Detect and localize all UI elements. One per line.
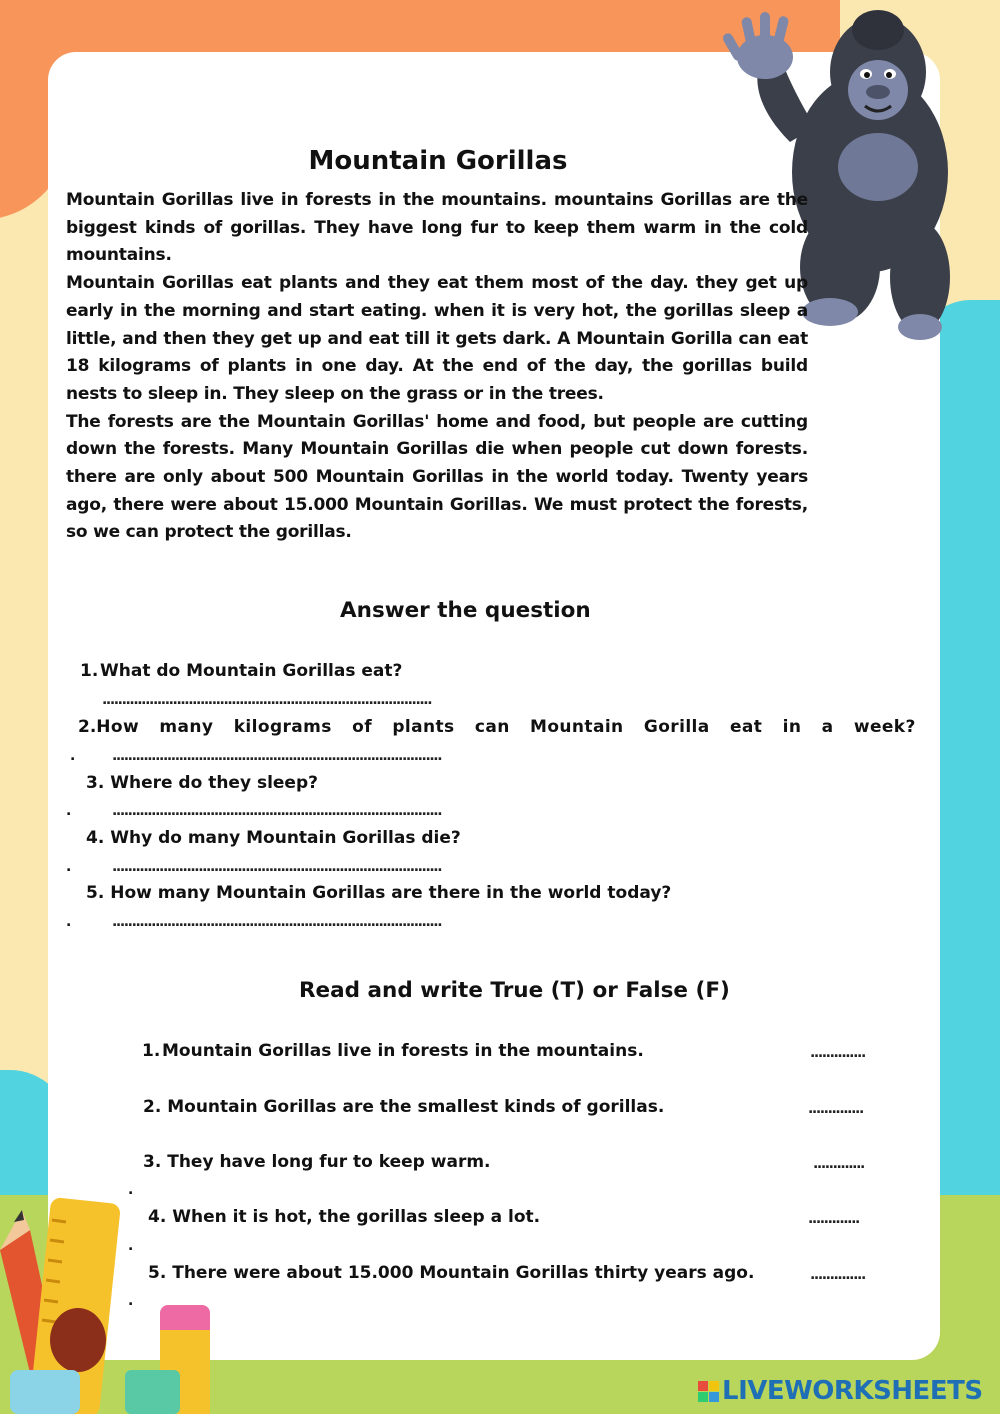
question-5: [86, 883, 671, 903]
statement-text: There were about 15.000 Mountain Gorillas thirty years ago.: [172, 1263, 755, 1283]
question-text: How many kilograms of plants can Mountain Gorilla eat in a week?: [96, 717, 916, 737]
statement-text: Mountain Gorillas live in forests in the mountains.: [162, 1041, 644, 1061]
question-number: 5.: [86, 883, 105, 903]
answer-line-5[interactable]: ....................................................................................: [112, 914, 442, 930]
item-number: 5.: [148, 1263, 167, 1283]
statement-text: They have long fur to keep warm.: [167, 1152, 491, 1172]
list-bullet: .: [66, 859, 72, 875]
question-number: 1.: [80, 661, 99, 681]
true-false-item-5: [148, 1263, 754, 1283]
question-number: 3.: [86, 773, 105, 793]
question-text: Where do they sleep?: [110, 773, 318, 793]
answer-line-3[interactable]: ....................................................................................: [112, 803, 442, 819]
question-number: 4.: [86, 828, 105, 848]
list-bullet: .: [66, 803, 72, 819]
brand-logo-icon: [698, 1381, 719, 1402]
question-text: How many Mountain Gorillas are there in the world today?: [110, 883, 672, 903]
item-number: 2.: [143, 1097, 162, 1117]
story-text: [66, 187, 808, 547]
item-number: 4.: [148, 1207, 167, 1227]
story-paragraph: Mountain Gorillas live in forests in the mountains. mountains Gorillas are the biggest kinds of gorillas. They have long fur to keep them warm in the cold mountains.: [66, 190, 808, 266]
true-false-item-3: [143, 1152, 491, 1172]
question-4: [86, 828, 461, 848]
true-false-item-1: [142, 1041, 644, 1061]
questions-heading: Answer the question: [340, 598, 591, 623]
item-number: 3.: [143, 1152, 162, 1172]
true-false-heading: Read and write True (T) or False (F): [299, 978, 730, 1003]
story-paragraph: The forests are the Mountain Gorillas' home and food, but people are cutting down the forests. Many Mountain Gorillas die when people cut down forests. there are only about 500 Mountain Gorillas in the world today. Twenty years ago, there were about 15.000 Mountain Gorillas. We must protect the forests, so we can protect the gorillas.: [66, 411, 808, 543]
question-2: [78, 717, 916, 737]
answer-line-1[interactable]: ....................................................................................: [102, 692, 432, 708]
question-text: Why do many Mountain Gorillas die?: [110, 828, 461, 848]
list-bullet: .: [128, 1238, 134, 1254]
list-bullet: .: [70, 748, 76, 764]
list-bullet: .: [128, 1293, 134, 1309]
true-false-item-2: [143, 1097, 664, 1117]
question-text: What do Mountain Gorillas eat?: [100, 661, 403, 681]
list-bullet: .: [128, 1182, 134, 1198]
item-number: 1.: [142, 1041, 161, 1061]
answer-blank-2[interactable]: ..............: [808, 1101, 863, 1117]
answer-line-2[interactable]: ....................................................................................: [112, 748, 442, 764]
statement-text: Mountain Gorillas are the smallest kinds of gorillas.: [167, 1097, 665, 1117]
answer-blank-1[interactable]: ..............: [810, 1045, 865, 1061]
statement-text: When it is hot, the gorillas sleep a lot.: [172, 1207, 541, 1227]
brand-text: LIVEWORKSHEETS: [722, 1376, 983, 1406]
answer-blank-3[interactable]: .............: [813, 1156, 864, 1172]
answer-blank-5[interactable]: ..............: [810, 1267, 865, 1283]
worksheet-title: Mountain Gorillas: [308, 146, 568, 176]
list-bullet: .: [66, 914, 72, 930]
school-supplies-illustration: [0, 1190, 230, 1414]
answer-blank-4[interactable]: .............: [808, 1211, 859, 1227]
question-number: 2.: [78, 717, 97, 737]
liveworksheets-logo[interactable]: [698, 1376, 983, 1406]
story-paragraph: Mountain Gorillas eat plants and they eat them most of the day. they get up early in the morning and start eating. when it is very hot, the gorillas sleep a little, and then they get up and eat till it gets dark. A Mountain Gorilla can eat 18 kilograms of plants in one day. At the end of the day, the gorillas build nests to sleep in. They sleep on the grass or in the trees.: [66, 273, 808, 404]
question-3: [86, 773, 318, 793]
question-1: [80, 661, 402, 681]
answer-line-4[interactable]: ....................................................................................: [112, 859, 442, 875]
